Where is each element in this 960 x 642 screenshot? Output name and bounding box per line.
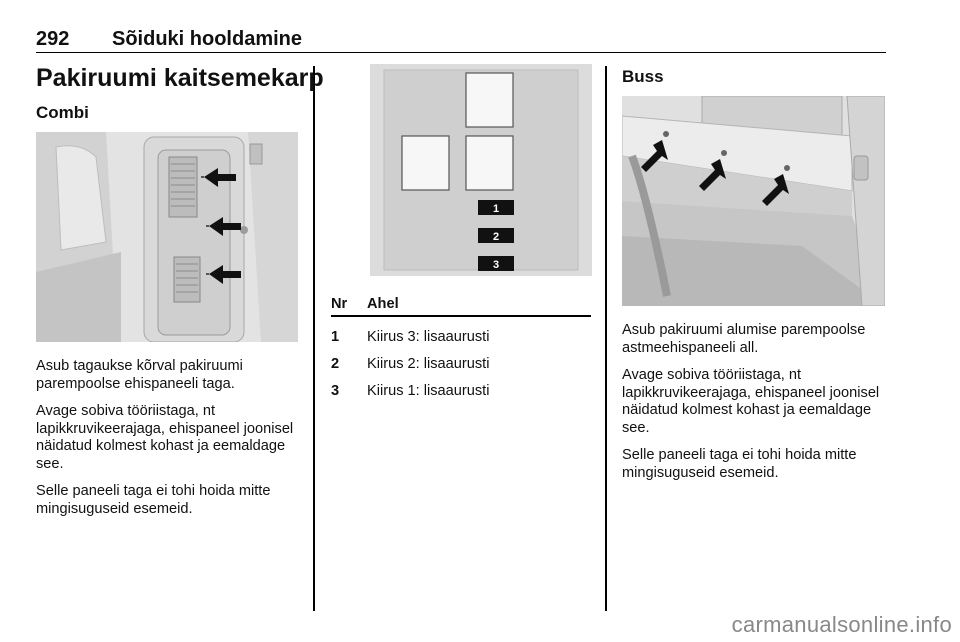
page-header — [36, 24, 886, 53]
header-nr: Nr — [331, 296, 348, 312]
combi-paragraph-1: Asub tagaukse kõrval pakiruumi parempoolse ehispaneeli taga. — [36, 358, 243, 392]
header-circuit: Ahel — [367, 296, 399, 312]
buss-instructions — [622, 322, 887, 492]
subsection-title-buss: Buss — [622, 67, 664, 86]
table-row — [331, 323, 591, 350]
column-divider-right — [605, 66, 607, 611]
chapter-title: Sõiduki hooldamine — [112, 28, 303, 50]
page-number: 292 — [36, 28, 70, 50]
row-circuit: Kiirus 3: lisaaurusti — [367, 328, 490, 345]
row-nr: 3 — [331, 382, 340, 399]
fuse-label-2: 2 — [492, 231, 500, 243]
combi-paragraph-2: Avage sobiva tööriistaga, nt lapikkruvikeerajaga, ehispaneel joonisel näidatud kolmest kohast ja eemaldage see. — [36, 403, 294, 472]
watermark: carmanualsonline.info — [731, 612, 952, 637]
section-title: Pakiruumi kaitsemekarp — [36, 64, 324, 92]
buss-panel-photo — [622, 96, 885, 306]
buss-paragraph-1: Asub pakiruumi alumise parempoolse astmeehispaneeli all. — [622, 322, 866, 356]
table-row — [331, 350, 591, 377]
combi-paragraph-3: Selle paneeli taga ei tohi hoida mitte mingisuguseid esemeid. — [36, 483, 271, 517]
row-nr: 2 — [331, 355, 340, 372]
fuse-box-diagram — [370, 64, 592, 276]
fuse-label-1: 1 — [492, 203, 500, 215]
table-header-row — [331, 290, 591, 317]
row-circuit: Kiirus 1: lisaaurusti — [367, 382, 490, 399]
buss-paragraph-2: Avage sobiva tööriistaga, nt lapikkruvikeerajaga, ehispaneel joonisel näidatud kolmest kohast ja eemaldage see. — [622, 367, 880, 436]
row-circuit: Kiirus 2: lisaaurusti — [367, 355, 490, 372]
subsection-title-combi: Combi — [36, 103, 89, 122]
buss-paragraph-3: Selle paneeli taga ei tohi hoida mitte mingisuguseid esemeid. — [622, 447, 857, 481]
table-row — [331, 377, 591, 404]
column-divider-left — [313, 66, 315, 611]
fuse-label-3: 3 — [492, 259, 500, 271]
combi-instructions — [36, 358, 301, 528]
row-nr: 1 — [331, 328, 340, 345]
fuse-table — [331, 290, 591, 404]
combi-panel-photo — [36, 132, 298, 342]
